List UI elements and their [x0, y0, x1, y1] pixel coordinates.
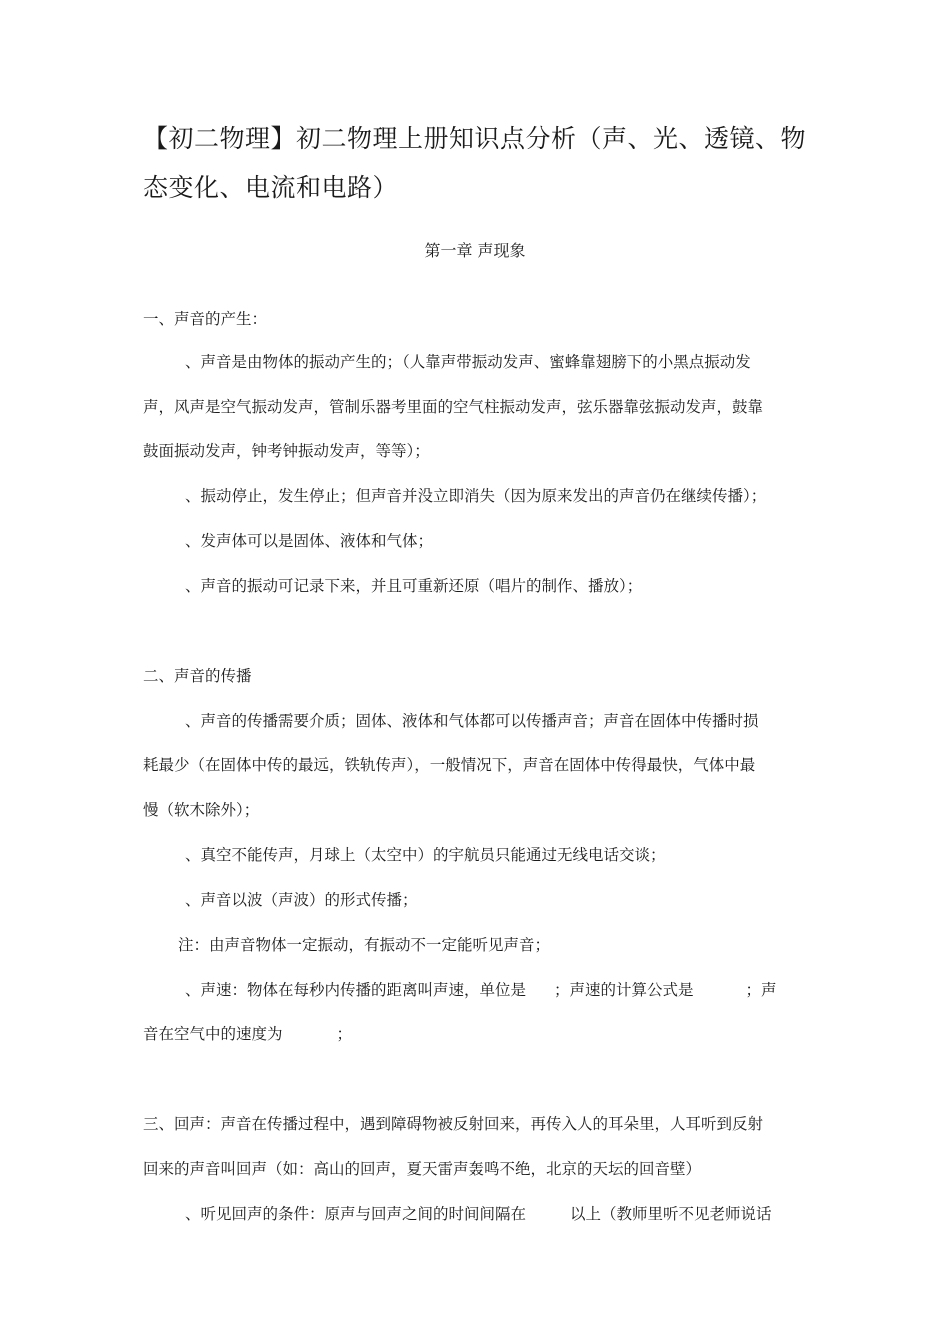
- section-1-item-1-line-1: 、声音是由物体的振动产生的；（人靠声带振动发声、蜜蜂靠翅膀下的小黑点振动发: [185, 353, 751, 371]
- section-2-item-4-line-2: [143, 1024, 813, 1044]
- chapter-heading: 第一章 声现象: [424, 241, 526, 260]
- document-title: 【初二物理】初二物理上册知识点分析（声、光、透镜、物态变化、电流和电路）: [143, 124, 807, 202]
- section-2-note: 注：由声音物体一定振动，有振动不一定能听见声音；: [178, 936, 551, 954]
- section-1-item-2: 、振动停止，发生停止；但声音并没立即消失（因为原来发出的声音仍在继续传播）；: [185, 487, 767, 505]
- speed-definition-text: 、声速：物体在每秒内传播的距离叫声速，单位是: [185, 981, 527, 999]
- section-1-item-1-line-3: 鼓面振动发声，钟考钟振动发声，等等）；: [143, 442, 430, 460]
- section-2-item-1-line-2: 耗最少（在固体中传的最远，铁轨传声），一般情况下，声音在固体中传得最快，气体中最: [143, 756, 756, 774]
- section-2-item-1-line-3: 慢（软木除外）；: [143, 801, 260, 819]
- section-2-item-3: 、声音以波（声波）的形式传播；: [185, 891, 418, 909]
- air-speed-text: 音在空气中的速度为: [143, 1025, 283, 1043]
- section-3-item-1: [185, 1204, 855, 1224]
- section-1-item-3: 、发声体可以是固体、液体和气体；: [185, 532, 434, 550]
- section-1-heading: 一、声音的产生：: [143, 310, 268, 328]
- speed-formula-text: ；声速的计算公式是: [554, 981, 694, 999]
- section-1-item-4: 、声音的振动可记录下来，并且可重新还原（唱片的制作、播放）；: [185, 577, 643, 595]
- section-2-heading: 二、声音的传播: [143, 667, 252, 685]
- section-2-item-1-line-1: 、声音的传播需要介质；固体、液体和气体都可以传播声音；声音在固体中传播时损: [185, 712, 759, 730]
- section-3-line-1: 三、回声：声音在传播过程中，遇到障碍物被反射回来，再传入人的耳朵里，人耳听到反射: [143, 1115, 764, 1133]
- section-2-item-2: 、真空不能传声，月球上（太空中）的宇航员只能通过无线电话交谈；: [185, 846, 666, 864]
- section-3-line-2: 回来的声音叫回声（如：高山的回声，夏天雷声轰鸣不绝，北京的天坛的回音壁）: [143, 1160, 702, 1178]
- air-speed-end: ；: [336, 1025, 353, 1043]
- echo-condition-text: 、听见回声的条件：原声与回声之间的时间间隔在: [185, 1205, 527, 1223]
- section-2-item-4-line-1: [185, 980, 855, 1000]
- section-1-item-1-line-2: 声，风声是空气振动发声，管制乐器考里面的空气柱振动发声，弦乐器靠弦振动发声，鼓靠: [143, 398, 764, 416]
- speed-continue-text: ；声: [745, 981, 777, 999]
- echo-condition-continue: 以上（教师里听不见老师说话: [570, 1205, 772, 1223]
